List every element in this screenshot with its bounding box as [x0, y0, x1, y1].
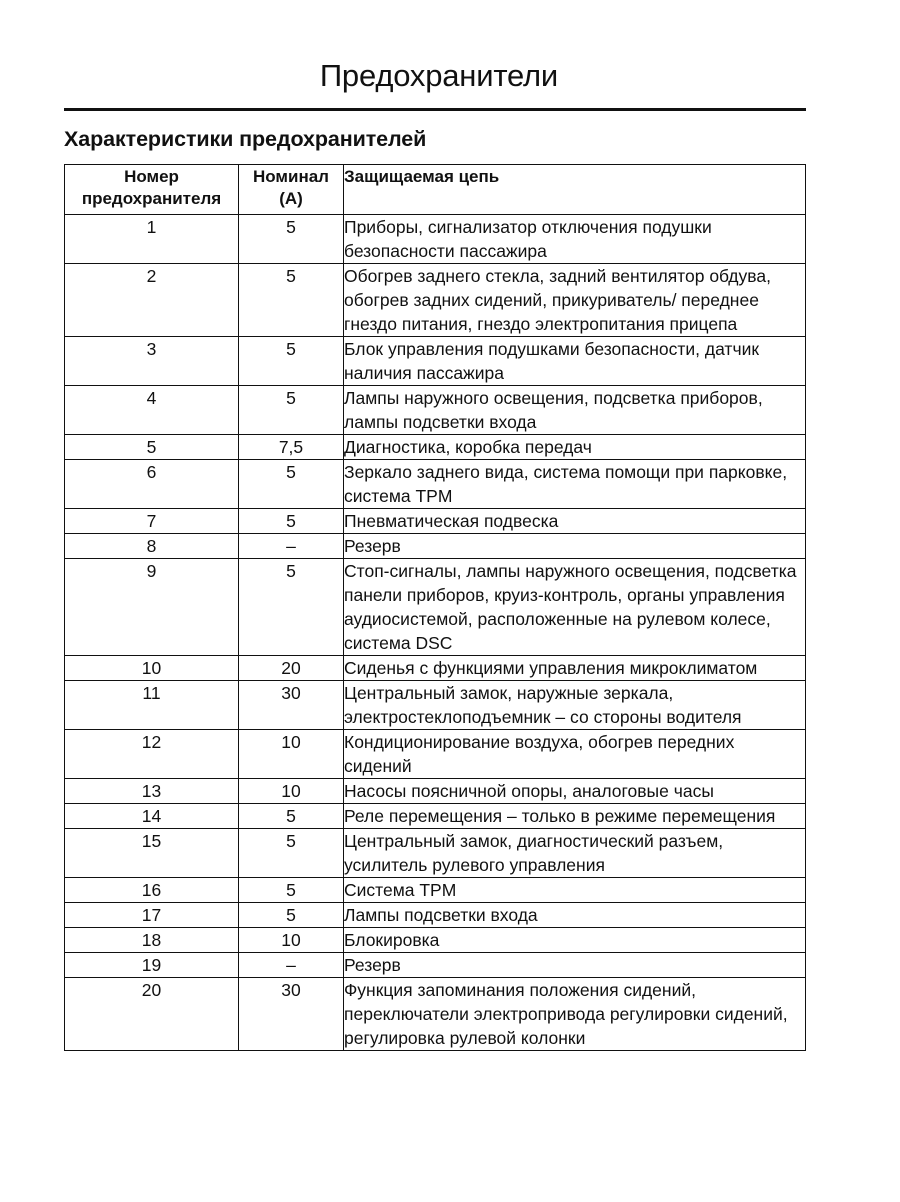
fuse-number-cell: 19 [65, 953, 239, 978]
table-row [65, 264, 806, 337]
fuse-circuit-cell: Центральный замок, наружные зеркала, электростеклоподъемник – со стороны водителя [344, 681, 806, 730]
fuse-number-cell: 7 [65, 509, 239, 534]
fuse-rating-cell: 20 [239, 656, 344, 681]
fuse-number-cell: 18 [65, 928, 239, 953]
section-heading: Характеристики предохранителей [64, 127, 427, 151]
table-body [65, 215, 806, 1051]
fuse-rating-cell: 5 [239, 264, 344, 337]
fuse-number-cell: 1 [65, 215, 239, 264]
fuse-circuit-cell: Лампы подсветки входа [344, 903, 806, 928]
table-row [65, 337, 806, 386]
fuse-circuit-cell: Пневматическая подвеска [344, 509, 806, 534]
fuse-table [64, 164, 806, 1051]
header-fuse-number: Номер предохранителя [65, 165, 239, 215]
fuse-rating-cell: 30 [239, 681, 344, 730]
fuse-rating-cell: 10 [239, 779, 344, 804]
fuse-circuit-cell: Функция запоминания положения сидений, переключатели электропривода регулировки сидений, регулировка рулевой колонки [344, 978, 806, 1051]
fuse-circuit-cell: Система TPM [344, 878, 806, 903]
fuse-circuit-cell: Насосы поясничной опоры, аналоговые часы [344, 779, 806, 804]
fuse-circuit-cell: Обогрев заднего стекла, задний вентилятор обдува, обогрев задних сидений, прикуриватель/ переднее гнездо питания, гнездо электропитания прицепа [344, 264, 806, 337]
fuse-rating-cell: 5 [239, 215, 344, 264]
table-row [65, 779, 806, 804]
fuse-circuit-cell: Центральный замок, диагностический разъем, усилитель рулевого управления [344, 829, 806, 878]
fuse-rating-cell: 5 [239, 559, 344, 656]
table-row [65, 534, 806, 559]
fuse-rating-cell: 5 [239, 804, 344, 829]
fuse-circuit-cell: Блок управления подушками безопасности, датчик наличия пассажира [344, 337, 806, 386]
title-divider [64, 108, 806, 111]
fuse-number-cell: 9 [65, 559, 239, 656]
fuse-circuit-cell: Сиденья с функциями управления микроклиматом [344, 656, 806, 681]
fuse-number-cell: 20 [65, 978, 239, 1051]
table-row [65, 878, 806, 903]
fuse-rating-cell: 7,5 [239, 435, 344, 460]
fuse-number-cell: 2 [65, 264, 239, 337]
fuse-number-cell: 6 [65, 460, 239, 509]
fuse-circuit-cell: Резерв [344, 953, 806, 978]
fuse-circuit-cell: Зеркало заднего вида, система помощи при парковке, система TPM [344, 460, 806, 509]
fuse-rating-cell: 5 [239, 878, 344, 903]
fuse-number-cell: 5 [65, 435, 239, 460]
fuse-number-cell: 4 [65, 386, 239, 435]
fuse-number-cell: 3 [65, 337, 239, 386]
fuse-number-cell: 15 [65, 829, 239, 878]
fuse-rating-cell: 5 [239, 460, 344, 509]
fuse-rating-cell: 5 [239, 903, 344, 928]
fuse-circuit-cell: Кондиционирование воздуха, обогрев передних сидений [344, 730, 806, 779]
fuse-circuit-cell: Стоп-сигналы, лампы наружного освещения, подсветка панели приборов, круиз-контроль, органы управления аудиосистемой, расположенные на рулевом колесе, система DSC [344, 559, 806, 656]
table-row [65, 460, 806, 509]
table-row [65, 215, 806, 264]
table-row [65, 435, 806, 460]
table-row [65, 681, 806, 730]
table-row [65, 386, 806, 435]
table-row [65, 829, 806, 878]
fuse-number-cell: 8 [65, 534, 239, 559]
table-row [65, 730, 806, 779]
header-rating: Номинал (А) [239, 165, 344, 215]
fuse-number-cell: 12 [65, 730, 239, 779]
table-row [65, 656, 806, 681]
table-row [65, 978, 806, 1051]
fuse-rating-cell: 5 [239, 829, 344, 878]
table-row [65, 953, 806, 978]
fuse-number-cell: 16 [65, 878, 239, 903]
table-row [65, 903, 806, 928]
table-row [65, 804, 806, 829]
table-header-row [65, 165, 806, 215]
fuse-number-cell: 10 [65, 656, 239, 681]
header-circuit: Защищаемая цепь [344, 165, 806, 215]
fuse-rating-cell: – [239, 534, 344, 559]
table-row [65, 509, 806, 534]
fuse-circuit-cell: Приборы, сигнализатор отключения подушки безопасности пассажира [344, 215, 806, 264]
fuse-circuit-cell: Резерв [344, 534, 806, 559]
fuse-rating-cell: 5 [239, 337, 344, 386]
fuse-circuit-cell: Диагностика, коробка передач [344, 435, 806, 460]
table-row [65, 928, 806, 953]
fuse-circuit-cell: Реле перемещения – только в режиме перемещения [344, 804, 806, 829]
fuse-rating-cell: 5 [239, 509, 344, 534]
fuse-circuit-cell: Лампы наружного освещения, подсветка приборов, лампы подсветки входа [344, 386, 806, 435]
fuse-number-cell: 14 [65, 804, 239, 829]
page-title: Предохранители [319, 58, 558, 93]
fuse-rating-cell: – [239, 953, 344, 978]
fuse-rating-cell: 30 [239, 978, 344, 1051]
table-row [65, 559, 806, 656]
fuse-number-cell: 11 [65, 681, 239, 730]
fuse-rating-cell: 5 [239, 386, 344, 435]
fuse-number-cell: 13 [65, 779, 239, 804]
fuse-rating-cell: 10 [239, 928, 344, 953]
fuse-circuit-cell: Блокировка [344, 928, 806, 953]
fuse-rating-cell: 10 [239, 730, 344, 779]
fuse-number-cell: 17 [65, 903, 239, 928]
